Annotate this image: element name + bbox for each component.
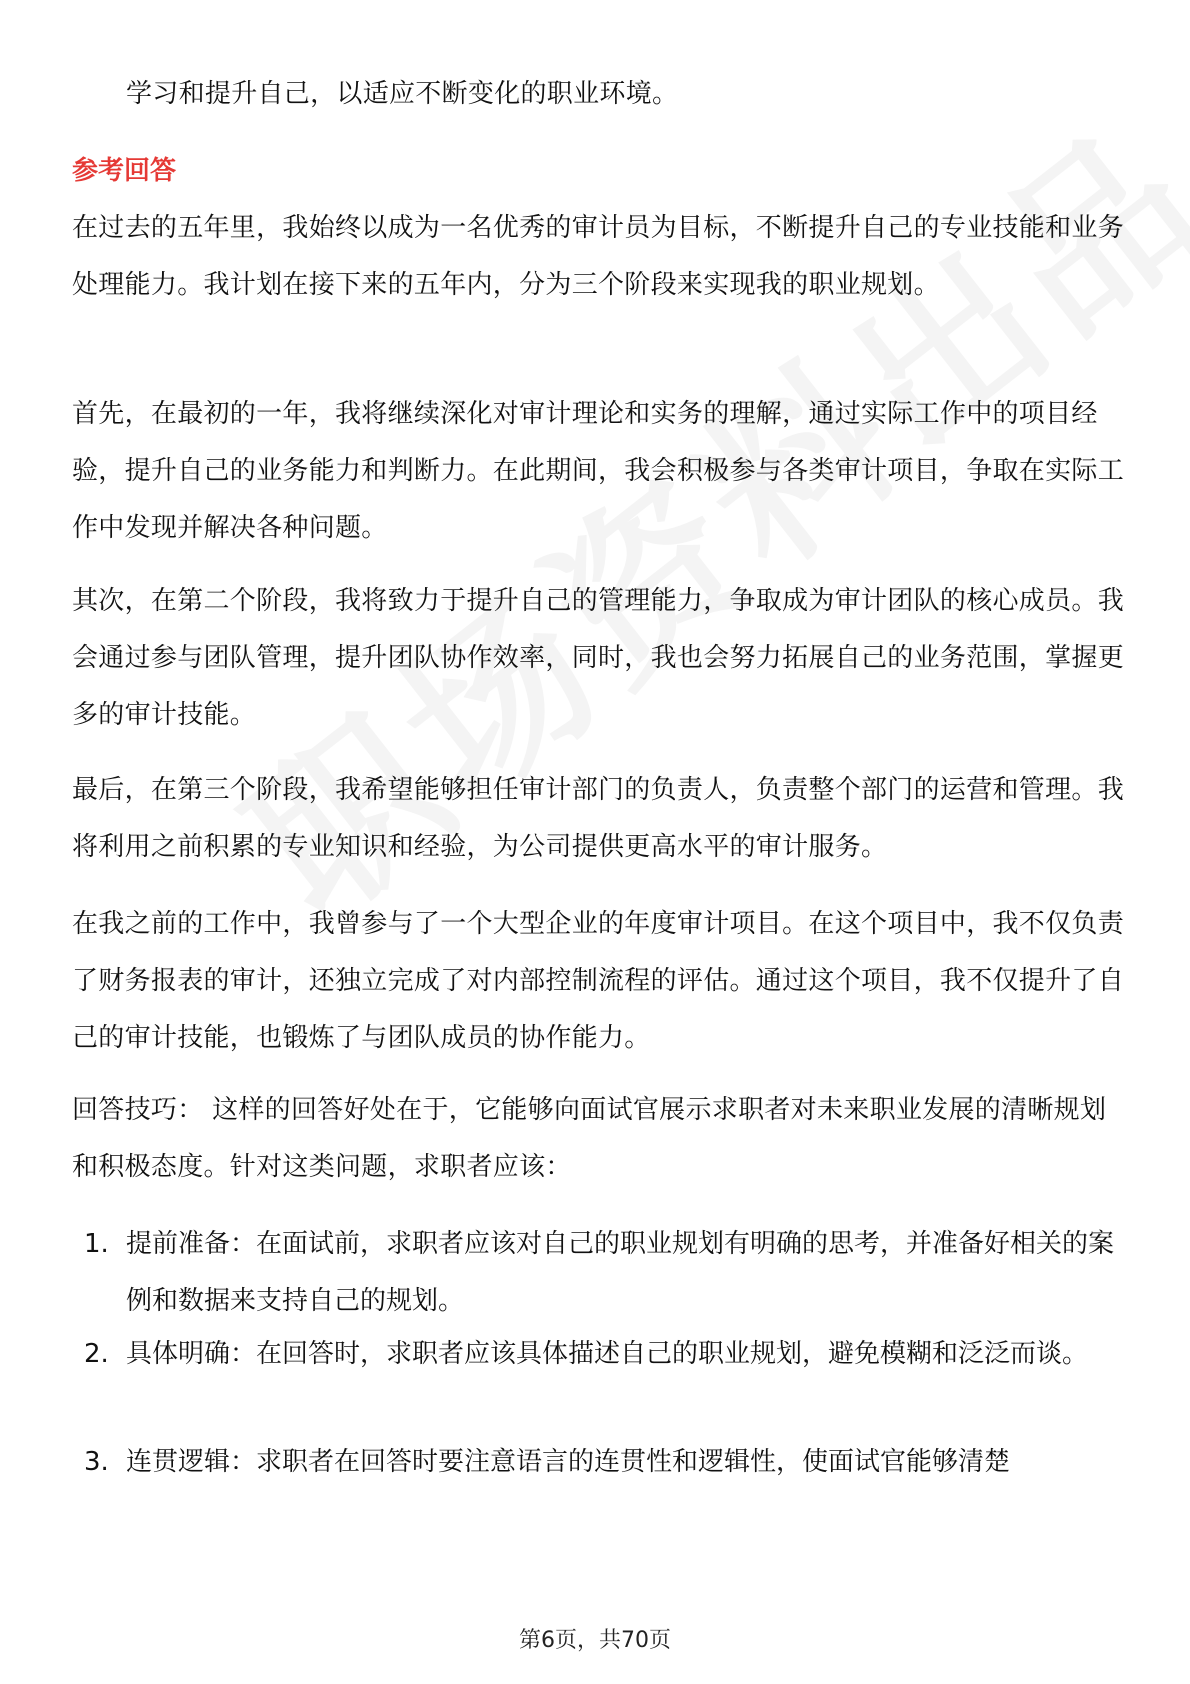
intro-line: 学习和提升自己，以适应不断变化的职业环境。 — [126, 79, 679, 109]
paragraph-3: 其次，在第二个阶段，我将致力于提升自己的管理能力，争取成为审计团队的核心成员。我会通过参与团队管理，提升团队协作效率，同时，我也会努力拓展自己的业务范围，掌握更多的审计技能。 — [72, 586, 1125, 730]
list-number: 2. — [84, 1339, 109, 1369]
paragraph-5: 在我之前的工作中，我曾参与了一个大型企业的年度审计项目。在这个项目中，我不仅负责了财务报表的审计，还独立完成了对内部控制流程的评估。通过这个项目，我不仅提升了自己的审计技能，也锻炼了与团队成员的协作能力。 — [72, 909, 1125, 1053]
list-text: 具体明确：在回答时，求职者应该具体描述自己的职业规划，避免模糊和泛泛而谈。 — [126, 1339, 1089, 1369]
page-footer: 第6页，共70页 — [519, 1628, 671, 1653]
paragraph-1: 在过去的五年里，我始终以成为一名优秀的审计员为目标，不断提升自己的专业技能和业务处理能力。我计划在接下来的五年内，分为三个阶段来实现我的职业规划。 — [72, 213, 1125, 300]
paragraph-4: 最后，在第三个阶段，我希望能够担任审计部门的负责人，负责整个部门的运营和管理。我将利用之前积累的专业知识和经验，为公司提供更高水平的审计服务。 — [72, 775, 1125, 862]
list-number: 1. — [84, 1229, 109, 1259]
list-text: 连贯逻辑：求职者在回答时要注意语言的连贯性和逻辑性，使面试官能够清楚 — [126, 1447, 1011, 1477]
section-heading: 参考回答 — [72, 156, 177, 186]
paragraph-2: 首先，在最初的一年，我将继续深化对审计理论和实务的理解，通过实际工作中的项目经验，提升自己的业务能力和判断力。在此期间，我会积极参与各类审计项目，争取在实际工作中发现并解决各种问题。 — [72, 399, 1125, 543]
list-text: 提前准备：在面试前，求职者应该对自己的职业规划有明确的思考，并准备好相关的案例和数据来支持自己的规划。 — [126, 1229, 1115, 1316]
paragraph-tips: 回答技巧： 这样的回答好处在于，它能够向面试官展示求职者对未来职业发展的清晰规划和积极态度。针对这类问题，求职者应该： — [72, 1095, 1107, 1182]
list-number: 3. — [84, 1447, 109, 1477]
